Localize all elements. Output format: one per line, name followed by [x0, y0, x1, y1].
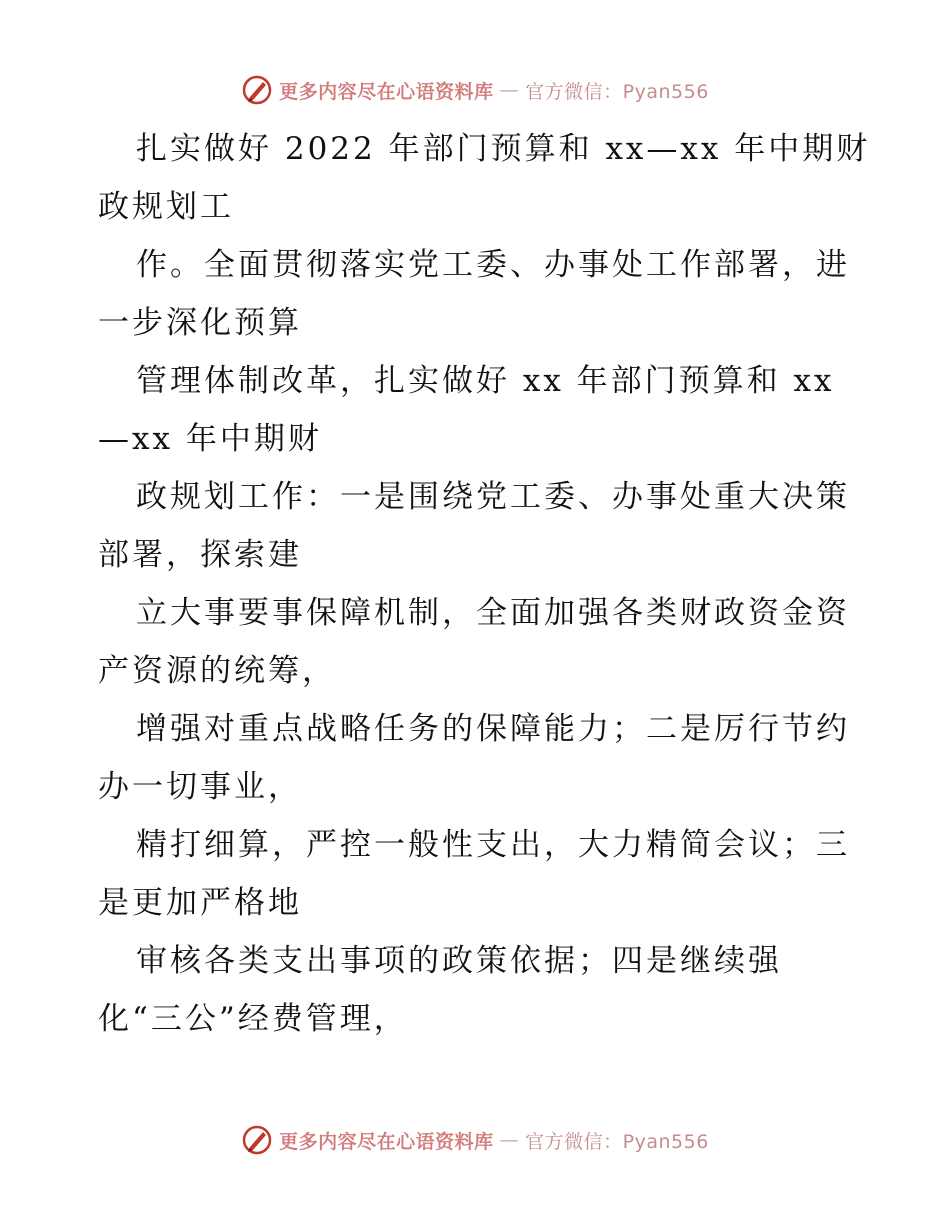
- text-line: 精打细算，严控一般性支出，大力精简会议；三: [136, 827, 850, 863]
- text-line: —xx 年中期财: [98, 421, 322, 457]
- text-line: 一步深化预算: [98, 305, 302, 341]
- text-line: 审核各类支出事项的政策依据；四是继续强: [136, 943, 782, 979]
- watermark-separator: —: [499, 1129, 520, 1151]
- text-line: 产资源的统筹，: [98, 653, 336, 689]
- text-line: 作。全面贯彻落实党工委、办事处工作部署，进: [136, 247, 850, 283]
- watermark-text: 更多内容尽在心语资料库: [279, 1130, 494, 1153]
- text-line: 部署，探索建: [98, 537, 302, 573]
- text-line: 管理体制改革，扎实做好 xx 年部门预算和 xx: [136, 363, 835, 399]
- watermark-account: 官方微信：Pyan556: [525, 80, 709, 103]
- watermark-separator: —: [499, 79, 520, 101]
- footer-watermark: [0, 1120, 950, 1160]
- text-line: 办一切事业，: [98, 769, 302, 805]
- pen-logo-icon: [241, 1124, 273, 1156]
- text-line: 政规划工作：一是围绕党工委、办事处重大决策: [136, 479, 850, 515]
- pen-logo-icon: [241, 74, 273, 106]
- text-line: 增强对重点战略任务的保障能力；二是厉行节约: [136, 711, 850, 747]
- header-watermark: [0, 70, 950, 110]
- text-line: 化“三公”经费管理，: [98, 1001, 408, 1037]
- watermark-account: 官方微信：Pyan556: [525, 1130, 709, 1153]
- watermark-text: 更多内容尽在心语资料库: [279, 80, 494, 103]
- text-line: 政规划工: [98, 189, 234, 225]
- text-line: 立大事要事保障机制，全面加强各类财政资金资: [136, 595, 850, 631]
- text-line: 扎实做好 2022 年部门预算和 xx—xx 年中期财: [136, 131, 871, 167]
- text-line: 是更加严格地: [98, 885, 302, 921]
- document-body: [98, 120, 871, 1048]
